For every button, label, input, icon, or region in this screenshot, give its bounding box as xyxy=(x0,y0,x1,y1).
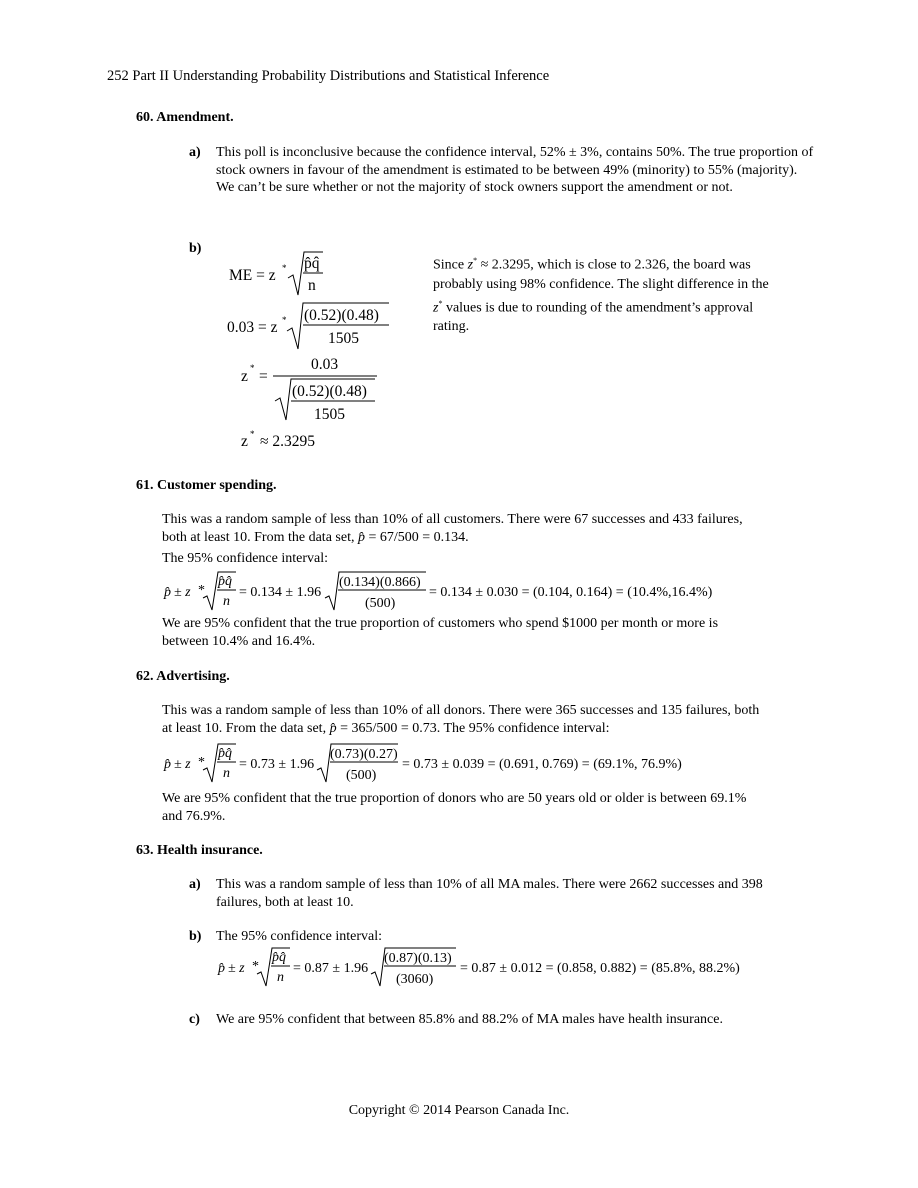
q61-f-post: = 0.134 ± 0.030 = (0.104, 0.164) = (10.4%,16.4%) xyxy=(429,585,713,600)
q60-b-label: b) xyxy=(189,241,202,256)
eq3-star: * xyxy=(250,363,255,373)
q63-formula xyxy=(216,944,776,990)
q61-title: 61. Customer spending. xyxy=(136,478,277,493)
eq4-z: z xyxy=(241,433,248,450)
eq3-lhs: z xyxy=(241,368,248,385)
q61-f-pre: = 0.134 ± 1.96 xyxy=(239,585,322,600)
side-z: z xyxy=(467,257,474,273)
side-line4: rating. xyxy=(433,319,470,335)
eq1-lhs: ME = z xyxy=(229,267,276,284)
q60-title: 60. Amendment. xyxy=(136,110,234,125)
q63-a-text2: failures, both at least 10. xyxy=(216,895,354,910)
eq2-star: * xyxy=(282,315,287,325)
q61-text3: The 95% confidence interval: xyxy=(162,551,328,566)
q62-text5: and 76.9%. xyxy=(162,809,226,824)
q62-text2a: at least 10. From the data set, xyxy=(162,721,327,736)
q61-text5: between 10.4% and 16.4%. xyxy=(162,634,316,649)
q63-f-phat: p̂ xyxy=(218,961,225,976)
side-line1: ≈ 2.3295, which is close to 2.326, the board was xyxy=(480,257,751,273)
eq3-num: (0.52)(0.48) xyxy=(292,383,367,400)
q61-text4: We are 95% confident that the true proportion of customers who spend $1000 per month or more is xyxy=(162,616,719,631)
q62-title: 62. Advertising. xyxy=(136,669,230,684)
q61-text2b: = 67/500 = 0.134. xyxy=(368,530,469,545)
q63-f-post: = 0.87 ± 0.012 = (0.858, 0.882) = (85.8%, 88.2%) xyxy=(460,961,740,976)
q62-f-num2: (0.73)(0.27) xyxy=(330,747,398,762)
eq1-den: n xyxy=(308,277,316,294)
q61-text2a: both at least 10. From the data set, xyxy=(162,530,355,545)
q63-c-label: c) xyxy=(189,1012,200,1027)
q62-f-den2: (500) xyxy=(346,768,377,783)
eq1-num: p̂q̂ xyxy=(304,255,320,272)
page-header: 252 Part II Understanding Probability Distributions and Statistical Inference xyxy=(107,68,550,84)
eq1-star: * xyxy=(282,263,287,273)
side-since: Since xyxy=(433,257,465,273)
q61-f-num2: (0.134)(0.866) xyxy=(339,575,421,590)
eq2-num: (0.52)(0.48) xyxy=(304,307,379,324)
q61-f-star: * xyxy=(198,583,205,598)
q62-text2b: = 365/500 = 0.73. The 95% confidence interval: xyxy=(340,721,610,736)
eq4-val: ≈ 2.3295 xyxy=(260,433,316,450)
q62-f-pre: = 0.73 ± 1.96 xyxy=(239,757,315,772)
eq3-eq: = xyxy=(259,368,268,385)
q61-f-den2: (500) xyxy=(365,596,396,611)
q61-f-num: p̂q̂ xyxy=(218,574,232,589)
side-star: * xyxy=(473,256,478,265)
q63-f-pmz: ± z xyxy=(228,961,245,976)
q60-a-label: a) xyxy=(189,145,201,160)
q62-formula xyxy=(162,740,762,786)
page-footer: Copyright © 2014 Pearson Canada Inc. xyxy=(348,1103,570,1118)
q61-text2 xyxy=(162,530,469,546)
q62-text2 xyxy=(162,721,610,737)
side-line3: values is due to rounding of the amendment’s approval xyxy=(445,300,754,316)
q62-f-den: n xyxy=(223,766,230,781)
q63-a-text1: This was a random sample of less than 10% of all MA males. There were 2662 successes and 398 xyxy=(216,877,763,892)
q63-b-text: The 95% confidence interval: xyxy=(216,929,382,944)
q63-f-den2: (3060) xyxy=(396,972,434,987)
q62-text4: We are 95% confident that the true proportion of donors who are 50 years old or older is between 69.1% xyxy=(162,791,747,806)
q63-f-star: * xyxy=(252,959,259,974)
q61-f-phat: p̂ xyxy=(164,585,171,600)
eq3-den: 1505 xyxy=(314,406,345,423)
q63-f-pre: = 0.87 ± 1.96 xyxy=(293,961,369,976)
q61-phat: p̂ xyxy=(357,530,365,545)
q61-text1: This was a random sample of less than 10% of all customers. There were 67 successes and 433 failures, xyxy=(162,512,743,527)
q63-c-text: We are 95% confident that between 85.8% and 88.2% of MA males have health insurance. xyxy=(216,1012,723,1027)
q63-f-num: p̂q̂ xyxy=(272,950,286,965)
q63-f-num2: (0.87)(0.13) xyxy=(384,951,452,966)
q61-f-den: n xyxy=(223,594,230,609)
side-line2: probably using 98% confidence. The slight difference in the xyxy=(433,276,769,292)
q63-a-label: a) xyxy=(189,877,201,892)
q62-f-post: = 0.73 ± 0.039 = (0.691, 0.769) = (69.1%, 76.9%) xyxy=(402,757,682,772)
eq3-top: 0.03 xyxy=(311,356,339,373)
eq4-star: * xyxy=(250,429,255,439)
q61-f-pmz: ± z xyxy=(174,585,191,600)
eq2-lhs: 0.03 = z xyxy=(227,319,278,336)
q63-b-label: b) xyxy=(189,929,202,944)
q62-f-star: * xyxy=(198,755,205,770)
q63-title: 63. Health insurance. xyxy=(136,843,263,858)
q63-f-den: n xyxy=(277,970,284,985)
q60-equations xyxy=(215,245,405,455)
q62-text1: This was a random sample of less than 10% of all donors. There were 365 successes and 135 failures, both xyxy=(162,703,760,718)
q60-a-text: This poll is inconclusive because the confidence interval, 52% ± 3%, contains 50%. The true proportion of stock owners in favour of the amendment is estimated to be between 49% (minority) to 55% (majority). We can’t be sure whether or not the majority of stock owners support the amendment or not. xyxy=(216,145,814,195)
q62-f-phat: p̂ xyxy=(164,757,171,772)
q62-f-pmz: ± z xyxy=(174,757,191,772)
side-star2: * xyxy=(438,298,443,308)
q61-formula xyxy=(162,568,762,614)
eq2-den: 1505 xyxy=(328,330,359,347)
side-z2: z xyxy=(433,300,439,316)
q62-f-num: p̂q̂ xyxy=(218,746,232,761)
q62-phat: p̂ xyxy=(329,721,337,736)
q60-side-note xyxy=(433,251,813,336)
